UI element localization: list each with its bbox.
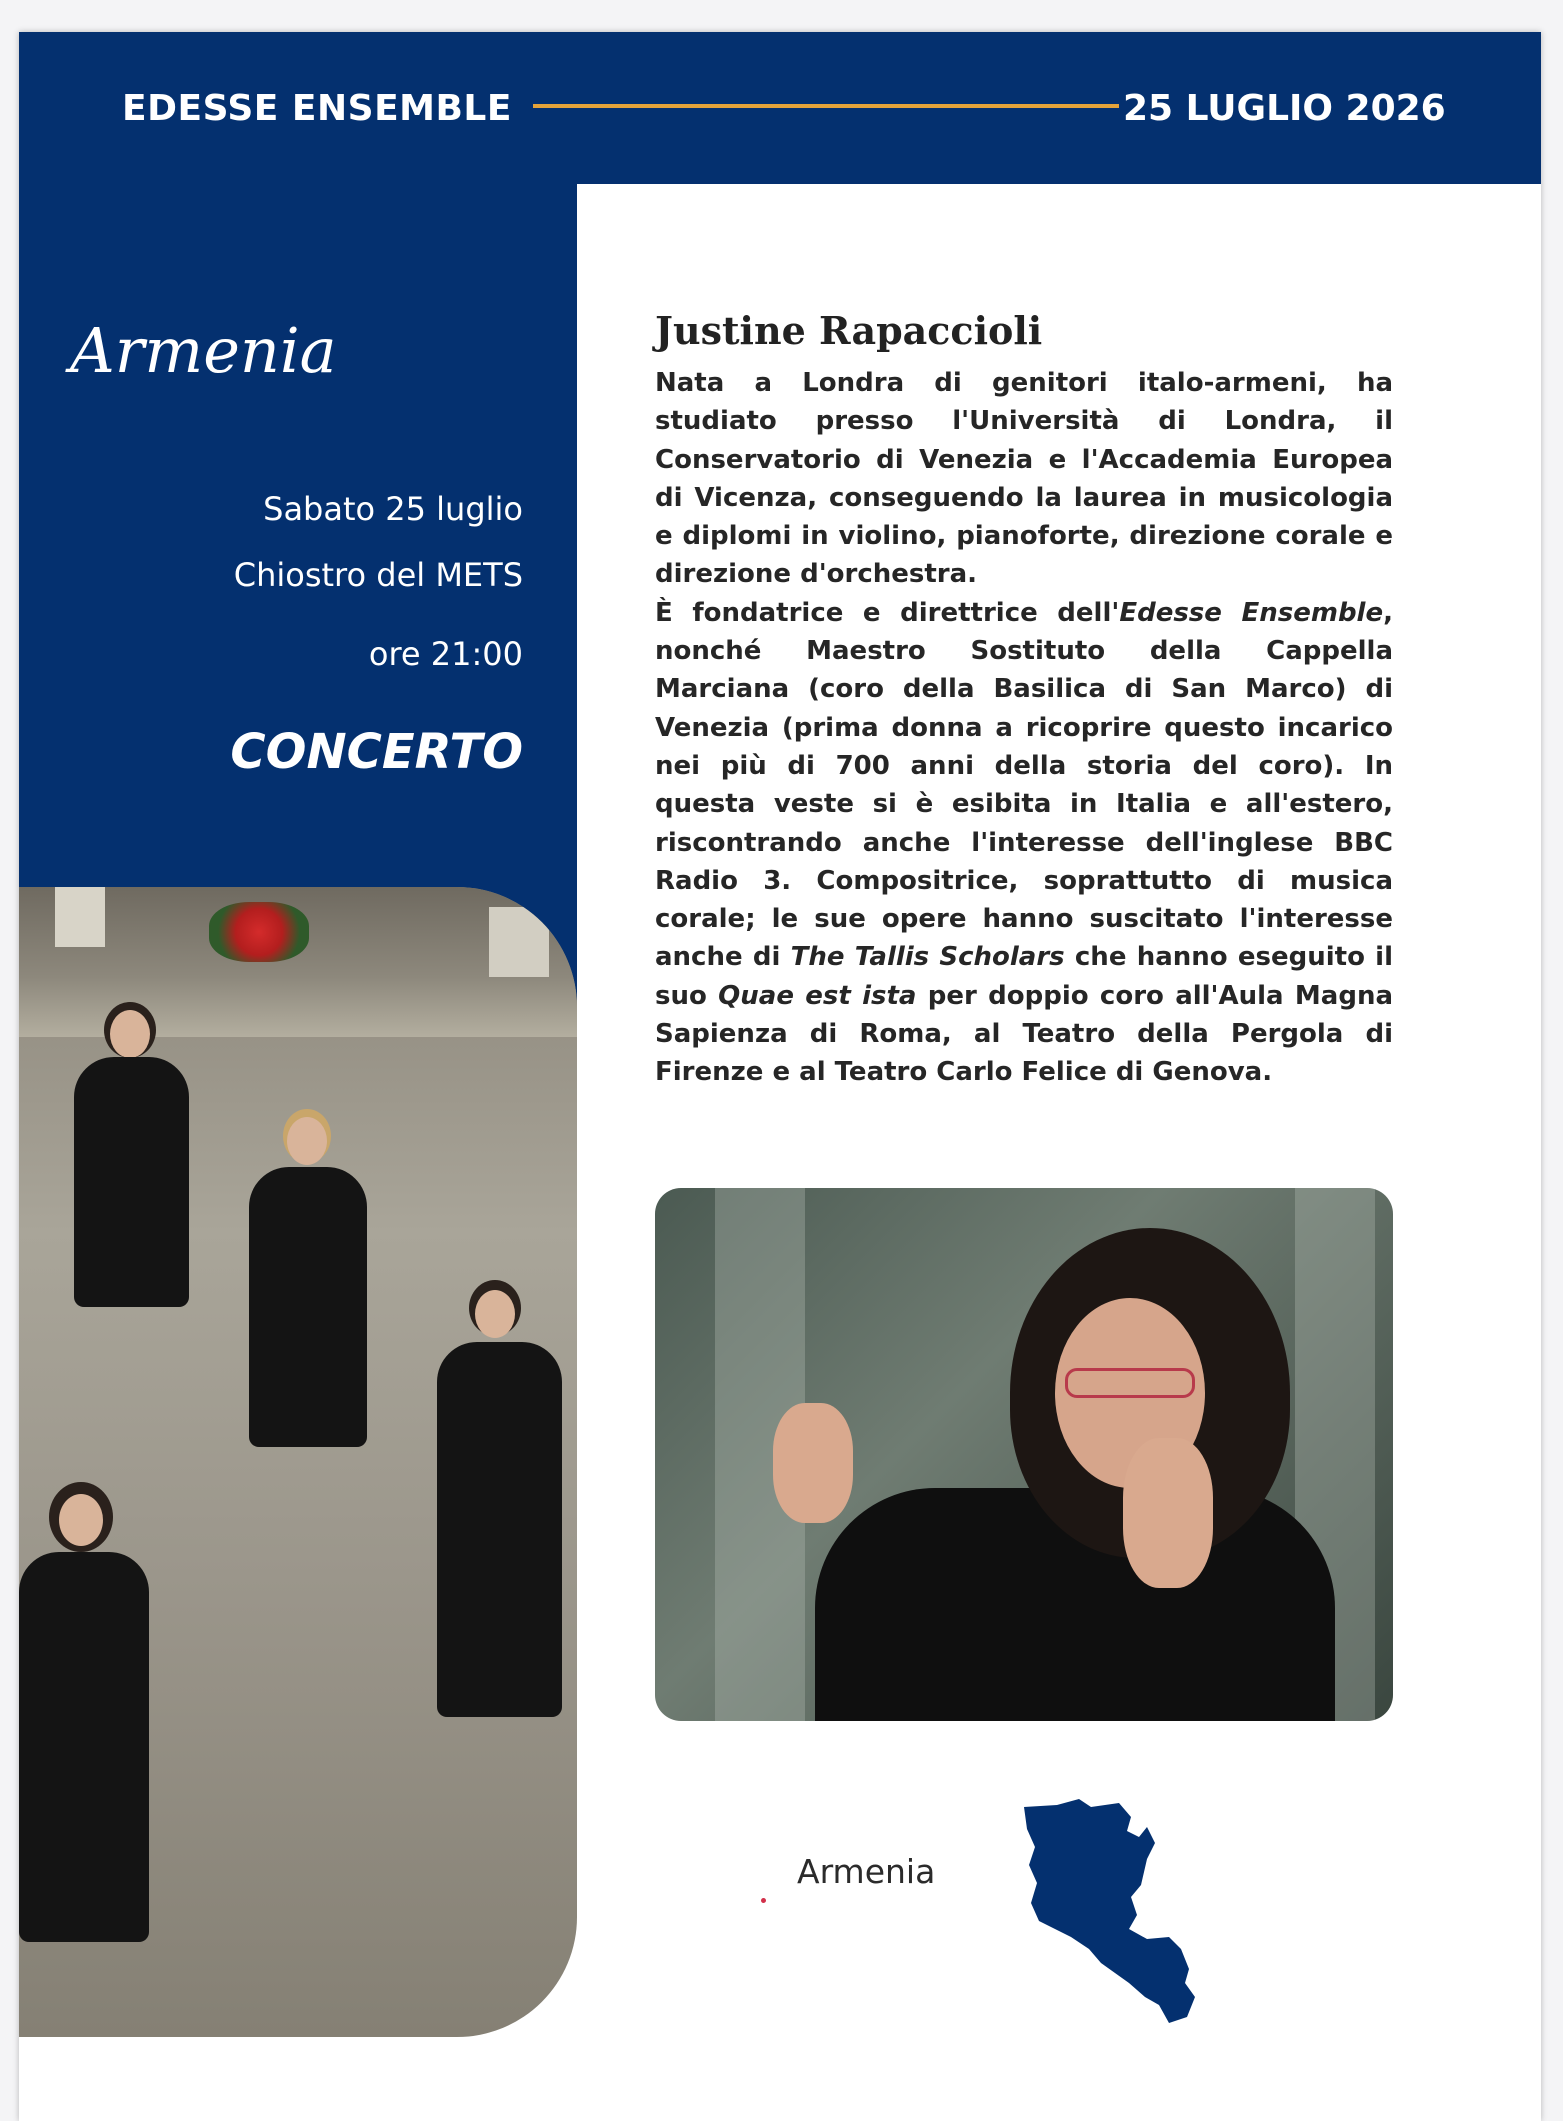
event-type: CONCERTO <box>230 724 523 780</box>
event-time: ore 21:00 <box>368 635 523 673</box>
bio-text <box>655 364 1393 1092</box>
armenia-map <box>1019 1797 1249 2027</box>
event-day: Sabato 25 luglio <box>263 490 523 528</box>
ensemble-name: EDESSE ENSEMBLE <box>122 88 512 129</box>
conductor-hand <box>1123 1438 1213 1588</box>
red-flowers <box>209 902 309 962</box>
header-divider <box>533 104 1119 108</box>
poster-page <box>19 32 1541 2121</box>
ensemble-photo <box>19 887 577 2037</box>
bio-paragraph-2: È fondatrice e direttrice dell'Edesse Ensemble, nonché Maestro Sostituto della Cappella Marciana (coro della Basilica di San Marco) di Venezia (prima donna a ricoprire questo incarico nei più di 700 anni della storia del coro). In questa veste si è esibita in Italia e all'estero, riscontrando anche l'interesse dell'inglese BBC Radio 3. Compositrice, soprattutto di musica corale; le sue opere hanno suscitato l'interesse anche di The Tallis Scholars che hanno eseguito il suo Quae est ista per doppio coro all'Aula Magna Sapienza di Roma, al Teatro della Pergola di Firenze e al Teatro Carlo Felice di Genova. <box>655 597 1393 1088</box>
map-label: Armenia <box>797 1852 936 1891</box>
event-date: 25 LUGLIO 2026 <box>1123 88 1446 129</box>
event-title: Armenia <box>70 314 337 387</box>
bio-paragraph-1: Nata a Londra di genitori italo-armeni, ha studiato presso l'Università di Londra, il Conservatorio di Venezia e l'Accademia Europea di Vicenza, conseguendo la laurea in musicologia e diplomi in violino, pianoforte, direzione corale e direzione d'orchestra. <box>655 368 1393 590</box>
glasses <box>1065 1368 1195 1398</box>
column-base <box>55 887 105 947</box>
bio-name: Justine Rapaccioli <box>655 308 1043 353</box>
bullet-dot <box>761 1898 766 1903</box>
event-venue: Chiostro del METS <box>233 556 523 594</box>
column-base <box>489 907 549 977</box>
conductor-photo <box>655 1188 1393 1721</box>
conductor-hand <box>773 1403 853 1523</box>
